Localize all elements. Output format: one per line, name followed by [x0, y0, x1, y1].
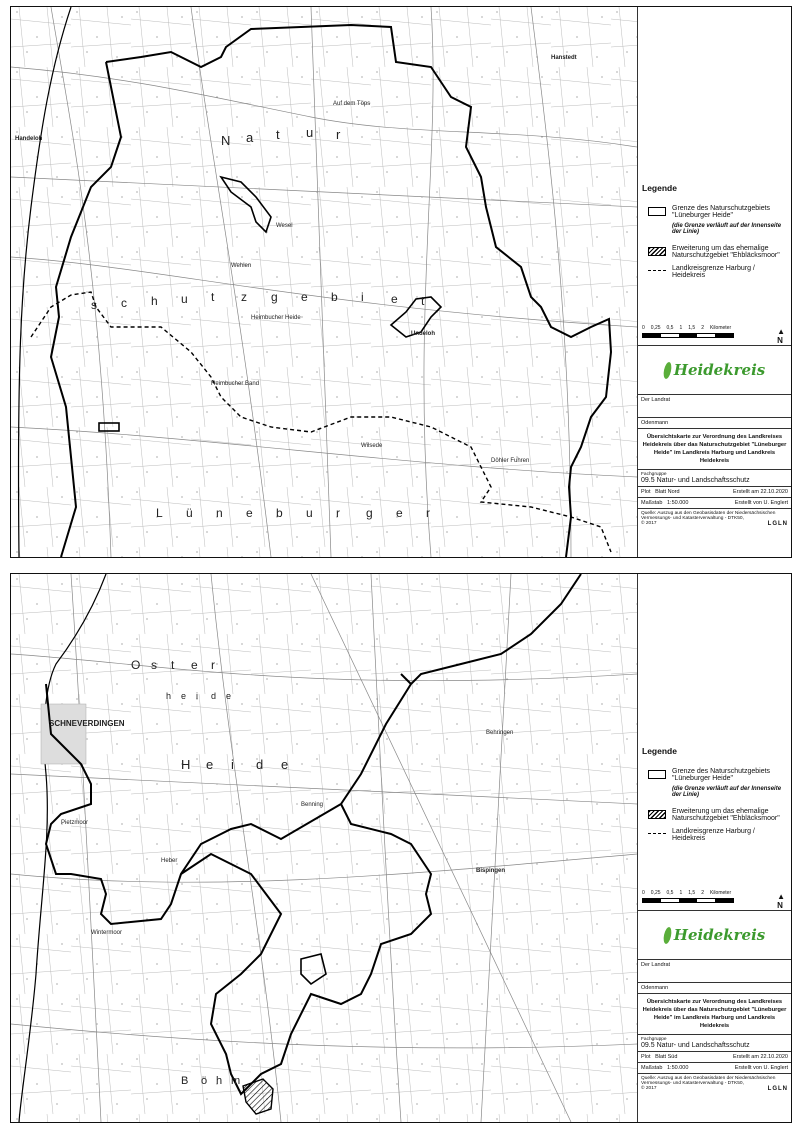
- plot-row: [638, 1052, 791, 1063]
- logo-text: Heidekreis: [673, 926, 766, 944]
- heidekreis-logo: [638, 911, 791, 960]
- ch-o1: s: [151, 658, 157, 672]
- ch-hs1: e: [181, 691, 187, 701]
- landrat-sub: Odenmann: [641, 985, 669, 991]
- dashed-line-swatch-icon: [648, 270, 666, 271]
- massstab-label: Maßstab: [641, 1065, 663, 1071]
- legend-north: [642, 183, 787, 285]
- erstellt-value: 22.10.2020: [760, 489, 788, 495]
- fachgruppe-value: 09.5 Natur- und Landschaftsschutz: [641, 477, 750, 484]
- place-heimbucher-heide: Heimbucher Heide: [251, 315, 301, 321]
- fachgruppe-label: Fachgruppe: [641, 1037, 667, 1042]
- ch-l6: r: [336, 506, 340, 520]
- north-label: N: [777, 901, 783, 910]
- ch-h1: e: [206, 757, 214, 772]
- scale-tick-3: 1: [679, 325, 683, 331]
- source-cell: Quelle: Auszug aus den Geobasisdaten der Niedersächsischen Vermessungs- und Katasterverwaltung - DTK50, © 2017 LGLN: [641, 511, 788, 527]
- ch-o0: O: [131, 658, 141, 672]
- ch-o3: e: [191, 658, 198, 672]
- ch-s4: t: [211, 290, 215, 304]
- place-wintermoor: Wintermoor: [91, 930, 123, 936]
- scale-bar-north: [642, 325, 782, 347]
- place-wilsede: Wilsede: [361, 443, 383, 449]
- label-natur-r: r: [336, 127, 349, 142]
- legend-south: [642, 746, 787, 848]
- legend-item-extension: [642, 808, 787, 822]
- north-arrow-icon: ▲ N: [777, 892, 785, 910]
- ch-b1: ö: [201, 1075, 208, 1087]
- ch-l2: n: [216, 506, 223, 520]
- place-heimbucher-band: Heimbucher Band: [211, 381, 260, 387]
- fachgruppe-cell: [638, 470, 791, 487]
- plot-label: Plot: [641, 489, 651, 495]
- erstellt-label: Erstellt am: [732, 489, 759, 495]
- erstellt-value: 22.10.2020: [760, 1054, 788, 1060]
- source-text: Quelle: Auszug aus den Geobasisdaten der Niedersächsischen Vermessungs- und Katasterverwaltung - DTK50,: [641, 1076, 776, 1086]
- place-toeps: Auf dem Töps: [333, 101, 371, 107]
- map-sheet-north: [10, 6, 792, 558]
- legend-district-label: Landkreisgrenze Harburg / Heidekreis: [672, 828, 755, 842]
- map-graphic-north: [11, 7, 637, 557]
- place-behringen: Behringen: [486, 730, 514, 736]
- ch-h2: i: [231, 757, 234, 772]
- scale-tick-3: 1: [679, 890, 683, 896]
- erstellt-von-value: U. Englert: [763, 1065, 788, 1071]
- source-text: Quelle: Auszug aus den Geobasisdaten der Niedersächsischen Vermessungs- und Katasterverwaltung - DTK50,: [641, 511, 776, 521]
- plot-value: Blatt Nord: [655, 489, 680, 495]
- erstellt-von-label: Erstellt von: [734, 500, 762, 506]
- landrat-cell: [638, 960, 791, 983]
- legend-extension-label: Erweiterung um das ehemalige Naturschutzgebiet "Ehbläcksmoor": [672, 808, 780, 822]
- fachgruppe-cell: [638, 1035, 791, 1052]
- ch-hs3: d: [211, 691, 217, 701]
- erstellt-von-value: U. Englert: [763, 500, 788, 506]
- ch-h4: e: [281, 757, 289, 772]
- ch-hs0: h: [166, 691, 172, 701]
- scale-tick-0: 0: [642, 325, 645, 331]
- town-hanstedt: Hanstedt: [551, 55, 577, 61]
- ch-s2: h: [151, 294, 158, 308]
- map-canvas-south[interactable]: [11, 574, 638, 1122]
- scale-unit: Kilometer: [709, 890, 732, 896]
- fachgruppe-label: Fachgruppe: [641, 472, 667, 477]
- legend-boundary-note: (die Grenze verläuft auf der Innenseite der Linie): [672, 223, 782, 235]
- ch-l0: L: [156, 506, 163, 520]
- source-cell: Quelle: Auszug aus den Geobasisdaten der Niedersächsischen Vermessungs- und Katasterverwaltung - DTK50, © 2017 LGLN: [641, 1076, 788, 1092]
- town-schneverdingen: SCHNEVERDINGEN: [49, 719, 125, 728]
- scale-tick-5: 2: [701, 325, 704, 331]
- north-label: N: [777, 336, 783, 345]
- scale-graphic: [642, 898, 734, 903]
- ch-h3: d: [256, 757, 264, 772]
- map-graphic-south: [11, 574, 637, 1122]
- ch-s11: t: [421, 294, 425, 308]
- town-schneverdingen-area: [41, 704, 86, 764]
- massstab-row: [638, 1063, 791, 1074]
- ch-b0: B: [181, 1075, 189, 1087]
- place-wehlen: Wehlen: [231, 263, 252, 269]
- scale-tick-0: 0: [642, 890, 645, 896]
- boundary-swatch-icon: [648, 770, 666, 779]
- ch-l4: b: [276, 506, 283, 520]
- map-sheet-south: [10, 573, 792, 1123]
- ch-b3: m: [231, 1075, 241, 1087]
- ch-l1: ü: [186, 506, 193, 520]
- ch-l8: e: [396, 506, 403, 520]
- plot-value: Blatt Süd: [655, 1054, 678, 1060]
- label-natur-u: u: [306, 125, 322, 140]
- legend-boundary-note: (die Grenze verläuft auf der Innenseite der Linie): [672, 786, 782, 798]
- dashed-line-swatch-icon: [648, 833, 666, 834]
- legend-item-boundary: [642, 205, 787, 219]
- scale-tick-2: 0,5: [666, 325, 674, 331]
- leaf-icon: [662, 926, 672, 944]
- map-title: Übersichtskarte zur Verordnung des Landkreises Heidekreis über das Naturschutzgebiet "Lüneburger Heide" im Landkreis Harburg und Landkreis Heidekreis: [638, 429, 791, 470]
- scale-unit: Kilometer: [709, 325, 732, 331]
- landrat-cell: [638, 395, 791, 418]
- place-pietzmoor: Pietzmoor: [61, 820, 89, 826]
- massstab-label: Maßstab: [641, 500, 663, 506]
- place-doehler-fuhren: Döhler Fuhren: [491, 458, 530, 464]
- ch-s7: e: [301, 290, 308, 304]
- ch-l5: u: [306, 506, 313, 520]
- massstab-value: 1:50.000: [667, 500, 689, 506]
- ch-s0: s: [91, 298, 97, 312]
- legend-item-district: [642, 265, 787, 279]
- scale-labels: [642, 890, 782, 896]
- ch-b2: h: [216, 1075, 223, 1087]
- ch-s6: g: [271, 290, 278, 304]
- hatch-swatch-icon: [648, 247, 666, 256]
- scale-tick-4: 1,5: [688, 890, 696, 896]
- place-heber: Heber: [161, 858, 178, 864]
- fachgruppe-value: 09.5 Natur- und Landschaftsschutz: [641, 1042, 750, 1049]
- lgln-logo: LGLN: [767, 1086, 788, 1092]
- map-canvas-north[interactable]: [11, 7, 638, 557]
- label-natur-t: t: [276, 127, 288, 142]
- place-benning: Benning: [301, 802, 324, 808]
- landrat-sub: Odenmann: [641, 420, 669, 426]
- erstellt-label: Erstellt am: [732, 1054, 759, 1060]
- legend-item-extension: [642, 245, 787, 259]
- ch-hs2: i: [196, 691, 198, 701]
- scale-tick-2: 0,5: [666, 890, 674, 896]
- ch-l7: g: [366, 506, 373, 520]
- ch-l3: e: [246, 506, 253, 520]
- ch-hs4: e: [226, 691, 232, 701]
- legend-boundary-label: Grenze des Naturschutzgebiets "Lüneburger Heide": [672, 768, 771, 782]
- town-undeloh: Undeloh: [411, 331, 435, 337]
- scale-tick-1: 0,25: [650, 890, 661, 896]
- ch-s10: e: [391, 292, 398, 306]
- hatch-swatch-icon: [648, 810, 666, 819]
- ch-s5: z: [241, 290, 247, 304]
- title-block-south: [638, 910, 791, 1093]
- legend-extension-label: Erweiterung um das ehemalige Naturschutzgebiet "Ehbläcksmoor": [672, 245, 780, 259]
- ch-o4: r: [211, 658, 215, 672]
- logo-text: Heidekreis: [673, 361, 766, 379]
- leaf-icon: [662, 361, 672, 379]
- scale-tick-5: 2: [701, 890, 704, 896]
- sidebar-south: [638, 574, 791, 1122]
- massstab-row: [638, 498, 791, 509]
- source-year: 2017: [645, 1086, 657, 1091]
- legend-title: Legende: [642, 746, 677, 756]
- scale-graphic: [642, 333, 734, 338]
- landrat-sub-cell: [638, 983, 791, 994]
- source-year: 2017: [645, 521, 657, 526]
- legend-item-district: [642, 828, 787, 842]
- ch-s3: u: [181, 292, 188, 306]
- title-block-north: [638, 345, 791, 528]
- scale-labels: [642, 325, 782, 331]
- scale-bar-south: [642, 890, 782, 912]
- landrat-label: Der Landrat: [641, 962, 671, 968]
- legend-district-label: Landkreisgrenze Harburg / Heidekreis: [672, 265, 755, 279]
- landrat-sub-cell: [638, 418, 791, 429]
- town-bispingen: Bispingen: [476, 868, 506, 874]
- ch-h0: H: [181, 757, 191, 772]
- plot-label: Plot: [641, 1054, 651, 1060]
- north-arrow-icon: ▲ N: [777, 327, 785, 345]
- scale-tick-4: 1,5: [688, 325, 696, 331]
- sidebar-north: [638, 7, 791, 557]
- ch-l9: r: [426, 506, 430, 520]
- ch-s9: i: [361, 290, 364, 304]
- town-handeloh: Handeloh: [15, 136, 43, 142]
- plot-row: [638, 487, 791, 498]
- erstellt-von-label: Erstellt von: [734, 1065, 762, 1071]
- landrat-label: Der Landrat: [641, 397, 671, 403]
- ch-s8: b: [331, 290, 338, 304]
- ch-o2: t: [171, 658, 175, 672]
- map-title: Übersichtskarte zur Verordnung des Landkreises Heidekreis über das Naturschutzgebiet "Lüneburger Heide" im Landkreis Harburg und Landkreis Heidekreis: [638, 994, 791, 1035]
- boundary-swatch-icon: [648, 207, 666, 216]
- heidekreis-logo: [638, 346, 791, 395]
- massstab-value: 1:50.000: [667, 1065, 689, 1071]
- ch-s1: c: [121, 296, 127, 310]
- place-wesel: Wesel: [276, 223, 293, 229]
- legend-item-boundary: [642, 768, 787, 782]
- legend-boundary-label: Grenze des Naturschutzgebiets "Lüneburger Heide": [672, 205, 771, 219]
- scale-tick-1: 0,25: [650, 325, 661, 331]
- label-natur-a: a: [246, 130, 262, 145]
- legend-title: Legende: [642, 183, 677, 193]
- lgln-logo: LGLN: [767, 521, 788, 527]
- label-natur: N: [221, 133, 239, 148]
